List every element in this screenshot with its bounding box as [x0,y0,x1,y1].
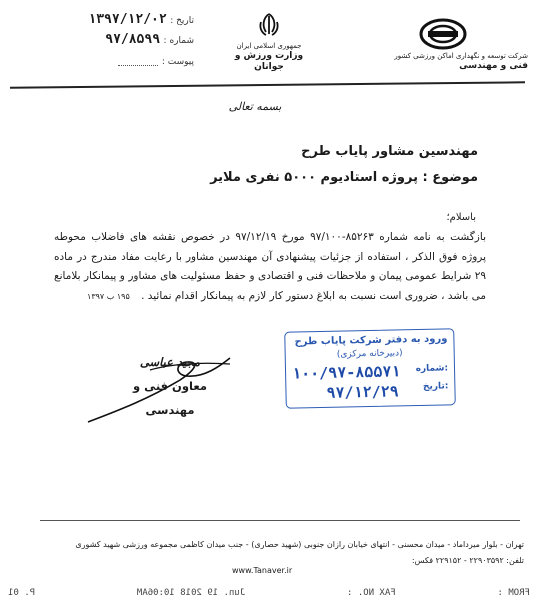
number-value: ۹۷/۸۵۹۹ [105,32,161,47]
footer-address: تهران - بلوار میرداماد - میدان محسنی - انتهای خیابان رازان جنوبی (شهید حصاری) - جنب میدان کاظمی مجموعه ورزشی شهید کشوری [75,540,524,549]
greeting: باسلام؛ [446,212,476,223]
org-logo-icon [418,16,468,52]
attachment-row [118,54,194,67]
org-logo-block [388,16,528,71]
reference-note: ۱۹۵ ب ۱۳۹۷ [87,291,130,301]
body-text: بازگشت به نامه شماره ۸۵۲۶۳-۹۷/۱۰۰ مورخ ۹۷/۱۲/۱۹ در خصوص نقشه های فاضلاب محوطه پروژه فوق الذکر ، استفاده از جزئیات پیشنهادی آن مهندسین مشاور با رعایت مفاد مندرج در ماده ۲۹ شرایط عمومی پیمان و ملاحظات فنی و اقتصادی و حفظ مسئولیت های مشاور و پیمانکار بلامانع می باشد ، ضروری است نسبت به ابلاغ دستور کار لازم به پیمانکار اقدام نمائید . [54,231,486,302]
signer-name: مجید عباسی [139,355,201,369]
org-dept: فنی و مهندسی [459,61,528,71]
phone-numbers: تلفن: ۲۲۹۰۳۵۹۲ - ۲۲۹۱۵۲ فکس: [411,556,524,565]
footer-phone [412,556,524,565]
letter-meta [74,10,194,70]
number-row [105,32,194,47]
stamp-number-label: شماره: [415,363,449,375]
subject-line: موضوع : پروژه استادیوم ۵۰۰۰ نفری ملایر [210,170,478,185]
ministry-name: وزارت ورزش و جوانان [234,51,304,72]
org-name: شرکت توسعه و نگهداری اماکن ورزشی کشور [394,52,528,60]
stamp-date-label: تاریخ: [422,381,449,392]
attachment-label: پیوست : [161,57,194,67]
fax-timestamp: Jun. 19 2018 10:06AM [136,588,246,598]
date-value: ۱۳۹۷/۱۲/۰۲ [88,12,167,27]
footer-website: www.Tanaver.ir [232,566,293,575]
footer-divider [40,520,520,521]
attachment-blank [118,56,158,66]
fax-header-line [8,588,530,598]
signer-title: معاون فنی و مهندسی [133,379,207,417]
header-divider [10,81,525,88]
signer-block [120,350,220,422]
date-label: تاریخ : [170,16,194,26]
fax-from: FROM : [497,588,530,598]
iran-emblem-icon [254,12,284,38]
stamp-subtitle: (دبیرخانه مرکزی) [336,348,403,360]
receipt-stamp [284,328,456,409]
letter-body [54,228,486,306]
stamp-number: ۱۰۰/۹۷-۸۵۵۷۱ [291,362,401,383]
stamp-date: ۹۷/۱۲/۲۹ [326,382,399,402]
fax-number: FAX NO. : [346,588,396,598]
number-label: شماره : [163,36,194,46]
date-row [88,12,194,27]
fax-page: P. 01 [8,588,36,598]
gov-label: جمهوری اسلامی ایران [236,42,302,50]
ministry-logo [224,12,314,73]
recipient: مهندسین مشاور پایاب طرح [301,144,478,159]
stamp-title: ورود به دفتر شرکت پایاب طرح [294,333,448,348]
salutation: بسمه تعالی [228,100,282,113]
